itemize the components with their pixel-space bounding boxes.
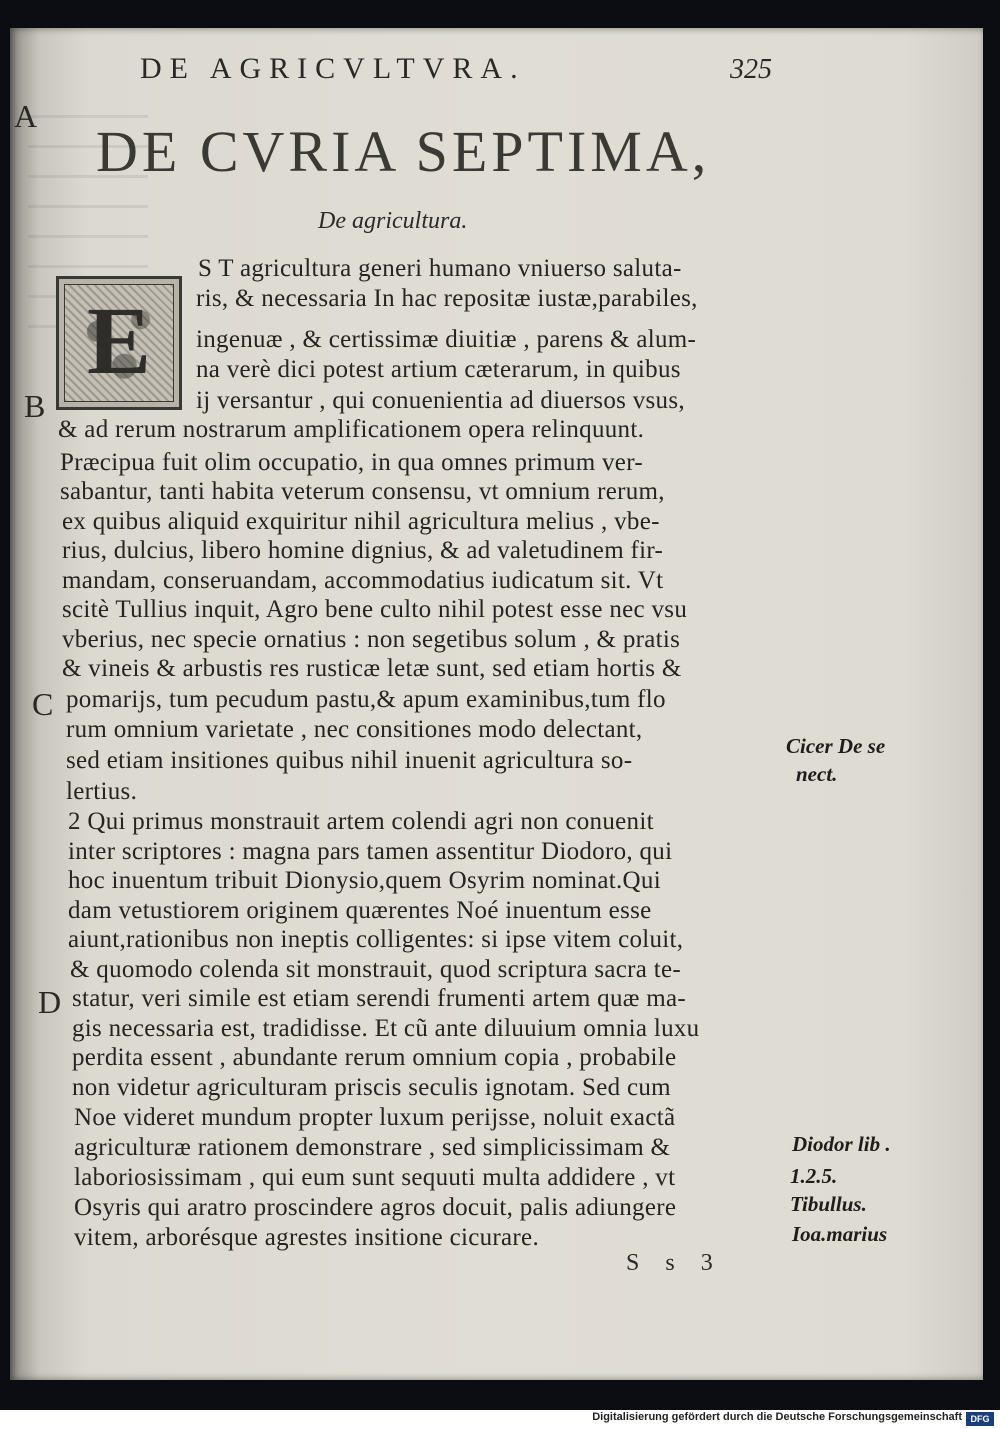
- text-line: sed etiam insitiones quibus nihil inuenit agricultura so-: [66, 747, 633, 774]
- text-line: perdita essent , abundante rerum omnium copia , probabile: [72, 1044, 677, 1071]
- text-line: vitem, arborésque agrestes insitione cicurare.: [74, 1224, 540, 1251]
- margin-marker-b: B: [24, 388, 46, 424]
- dfg-logo: DFG: [966, 1412, 994, 1426]
- text-line: S T agricultura generi humano vniuerso saluta-: [198, 255, 682, 282]
- text-line: inter scriptores : magna pars tamen assentitur Diodoro, qui: [68, 838, 673, 865]
- text-line: aiunt,rationibus non ineptis colligentes: si ipse vitem coluit,: [68, 926, 684, 953]
- margin-note: nect.: [796, 762, 838, 786]
- text-line: Osyris qui aratro proscindere agros docuit, palis adiungere: [74, 1194, 677, 1221]
- digitization-credit: Digitalisierung gefördert durch die Deutsche Forschungsgemeinschaft: [592, 1411, 962, 1423]
- text-line: ingenuæ , & certissimæ diuitiæ , parens & alum-: [196, 326, 697, 353]
- margin-marker-d: D: [38, 984, 62, 1020]
- text-line: scitè Tullius inquit, Agro bene culto nihil potest esse nec vsu: [62, 596, 688, 623]
- text-line: statur, veri simile est etiam serendi frumenti artem quæ ma-: [72, 985, 687, 1012]
- text-line: rius, dulcius, libero homine dignius, & ad valetudinem fir-: [62, 537, 664, 564]
- initial-ornament: [64, 284, 174, 402]
- text-line: Noe videret mundum propter luxum perijsse, noluit exactã: [74, 1104, 676, 1131]
- text-line: ris, & necessaria In hac repositæ iustæ,parabiles,: [196, 285, 698, 312]
- initial-letter: E: [87, 287, 152, 394]
- text-line: ex quibus aliquid exquiritur nihil agricultura melius , vbe-: [62, 508, 660, 535]
- text-line: & vineis & arbustis res rusticæ letæ sunt, sed etiam hortis &: [62, 655, 682, 682]
- text-line: sabantur, tanti habita veterum consensu, vt omnium rerum,: [60, 478, 665, 505]
- text-line: & ad rerum nostrarum amplificationem opera relinquunt.: [58, 416, 645, 443]
- text-line: & quomodo colenda sit monstrauit, quod scriptura sacra te-: [70, 956, 682, 983]
- text-line: ij versantur , qui conuenientia ad diuersos vsus,: [196, 387, 685, 414]
- chapter-title: DE CVRIA SEPTIMA,: [96, 119, 711, 184]
- text-line: dam vetustiorem originem quærentes Noé inuentum esse: [68, 897, 652, 924]
- margin-note: Tibullus.: [790, 1192, 867, 1216]
- margin-note: 1.2.5.: [790, 1164, 838, 1188]
- text-line: lertius.: [66, 778, 138, 805]
- page-number: 325: [730, 54, 772, 85]
- text-line: Præcipua fuit olim occupatio, in qua omnes primum ver-: [60, 449, 643, 476]
- text-line: na verè dici potest artium cæterarum, in quibus: [196, 356, 681, 383]
- text-line: vberius, nec specie ornatius : non segetibus solum , & pratis: [62, 626, 681, 653]
- margin-marker-a: A: [14, 98, 38, 134]
- decorated-initial: [56, 276, 182, 410]
- text-line: 2 Qui primus monstrauit artem colendi agri non conuenit: [68, 808, 654, 835]
- text-line: pomarijs, tum pecudum pastu,& apum examinibus,tum flo: [66, 686, 666, 713]
- text-line: hoc inuentum tribuit Dionysio,quem Osyrim nominat.Qui: [68, 867, 661, 894]
- text-line: laboriosissimam , qui eum sunt sequuti multa addidere , vt: [74, 1164, 676, 1191]
- text-line: mandam, conseruandam, accommodatius iudicatum sit. Vt: [62, 567, 664, 594]
- running-head: DE AGRICVLTVRA.: [140, 52, 526, 85]
- text-line: agriculturæ rationem demonstrare , sed simplicissimam &: [74, 1134, 671, 1161]
- text-line: rum omnium varietate , nec consitiones modo delectant,: [66, 716, 643, 743]
- margin-note: Diodor lib .: [792, 1132, 891, 1156]
- margin-note: Cicer De se: [786, 734, 886, 758]
- text-line: gis necessaria est, tradidisse. Et cũ ante diluuium omnia luxu: [72, 1015, 700, 1042]
- margin-marker-c: C: [32, 686, 54, 722]
- margin-note: Ioa.marius: [792, 1222, 888, 1246]
- chapter-subtitle: De agricultura.: [318, 208, 468, 234]
- text-line: non videtur agriculturam priscis seculis ignotam. Sed cum: [72, 1074, 671, 1101]
- page-header: [140, 52, 780, 92]
- signature-mark: S s 3: [626, 1250, 723, 1276]
